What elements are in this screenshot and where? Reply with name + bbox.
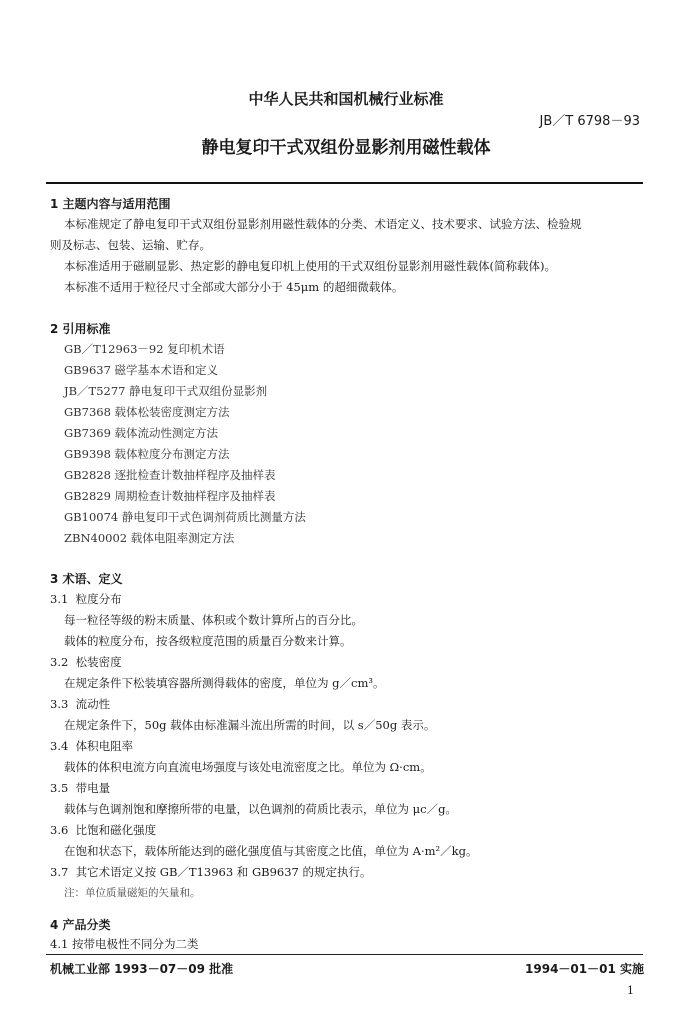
- reference-item: GB2829 周期检查计数抽样程序及抽样表: [64, 489, 276, 503]
- term-definition: 在规定条件下，50g 载体由标准漏斗流出所需的时间，以 s／50g 表示。: [64, 718, 436, 732]
- header-rule: [46, 182, 643, 184]
- term-heading: 3.6 比饱和磁化强度: [50, 823, 157, 837]
- term-heading: 3.3 流动性: [50, 697, 111, 711]
- reference-item: ZBN40002 载体电阻率测定方法: [64, 531, 235, 545]
- section-4-line: 4.1 按带电极性不同分为二类: [50, 937, 199, 951]
- term-heading: 3.2 松装密度: [50, 655, 122, 669]
- reference-item: GB10074 静电复印干式色调剂荷质比测量方法: [64, 510, 306, 524]
- footer-rule: [46, 954, 643, 955]
- ministry-title: 中华人民共和国机械行业标准: [248, 90, 444, 108]
- term-definition: 在规定条件下松装填容器所测得载体的密度，单位为 g／cm³。: [64, 676, 385, 690]
- section-2-heading: 2 引用标准: [50, 322, 111, 336]
- section-1-line: 本标准规定了静电复印干式双组份显影剂用磁性载体的分类、术语定义、技术要求、试验方法、检验规: [64, 217, 582, 231]
- page-number: 1: [627, 984, 634, 997]
- term-definition: 每一粒径等级的粉末质量、体积或个数计算所占的百分比。: [64, 613, 363, 627]
- reference-item: GB7368 载体松装密度测定方法: [64, 405, 230, 419]
- section-1-line: 本标准不适用于粒径尺寸全部或大部分小于 45μm 的超细微载体。: [64, 280, 404, 294]
- standard-number: JB／T 6798－93: [539, 114, 640, 129]
- document-title: 静电复印干式双组份显影剂用磁性载体: [201, 138, 491, 158]
- section-1-line: 则及标志、包装、运输、贮存。: [50, 238, 211, 252]
- section-1-heading: 1 主题内容与适用范围: [50, 197, 171, 211]
- reference-item: GB9398 载体粒度分布测定方法: [64, 447, 230, 461]
- section-1-line: 本标准适用于磁刷显影、热定影的静电复印机上使用的干式双组份显影剂用磁性载体(简称载体)。: [64, 259, 556, 273]
- term-definition: 载体的粒度分布，按各级粒度范围的质量百分数来计算。: [64, 634, 352, 648]
- approval-date: 机械工业部 1993－07－09 批准: [50, 962, 234, 976]
- term-definition: 在饱和状态下，载体所能达到的磁化强度值与其密度之比值，单位为 A·m²／kg。: [64, 844, 478, 858]
- reference-item: GB7369 载体流动性测定方法: [64, 426, 219, 440]
- term-heading: 3.4 体积电阻率: [50, 739, 134, 753]
- section-3-heading: 3 术语、定义: [50, 572, 123, 586]
- footnote: 注：单位质量磁矩的矢量和。: [64, 887, 201, 899]
- reference-item: GB2828 逐批检查计数抽样程序及抽样表: [64, 468, 276, 482]
- reference-item: GB9637 磁学基本术语和定义: [64, 363, 219, 377]
- implementation-date: 1994－01－01 实施: [525, 962, 644, 976]
- term-heading: 3.5 带电量: [50, 781, 111, 795]
- term-heading: 3.1 粒度分布: [50, 592, 122, 606]
- reference-item: GB／T12963－92 复印机术语: [64, 342, 225, 356]
- section-4-heading: 4 产品分类: [50, 918, 111, 932]
- term-definition: 载体与色调剂饱和摩擦所带的电量，以色调剂的荷质比表示，单位为 μc／g。: [64, 802, 457, 816]
- term-definition: 载体的体积电流方向直流电场强度与该处电流密度之比。单位为 Ω·cm。: [64, 760, 432, 774]
- term-heading: 3.7 其它术语定义按 GB／T13963 和 GB9637 的规定执行。: [50, 865, 372, 879]
- reference-item: JB／T5277 静电复印干式双组份显影剂: [64, 384, 268, 398]
